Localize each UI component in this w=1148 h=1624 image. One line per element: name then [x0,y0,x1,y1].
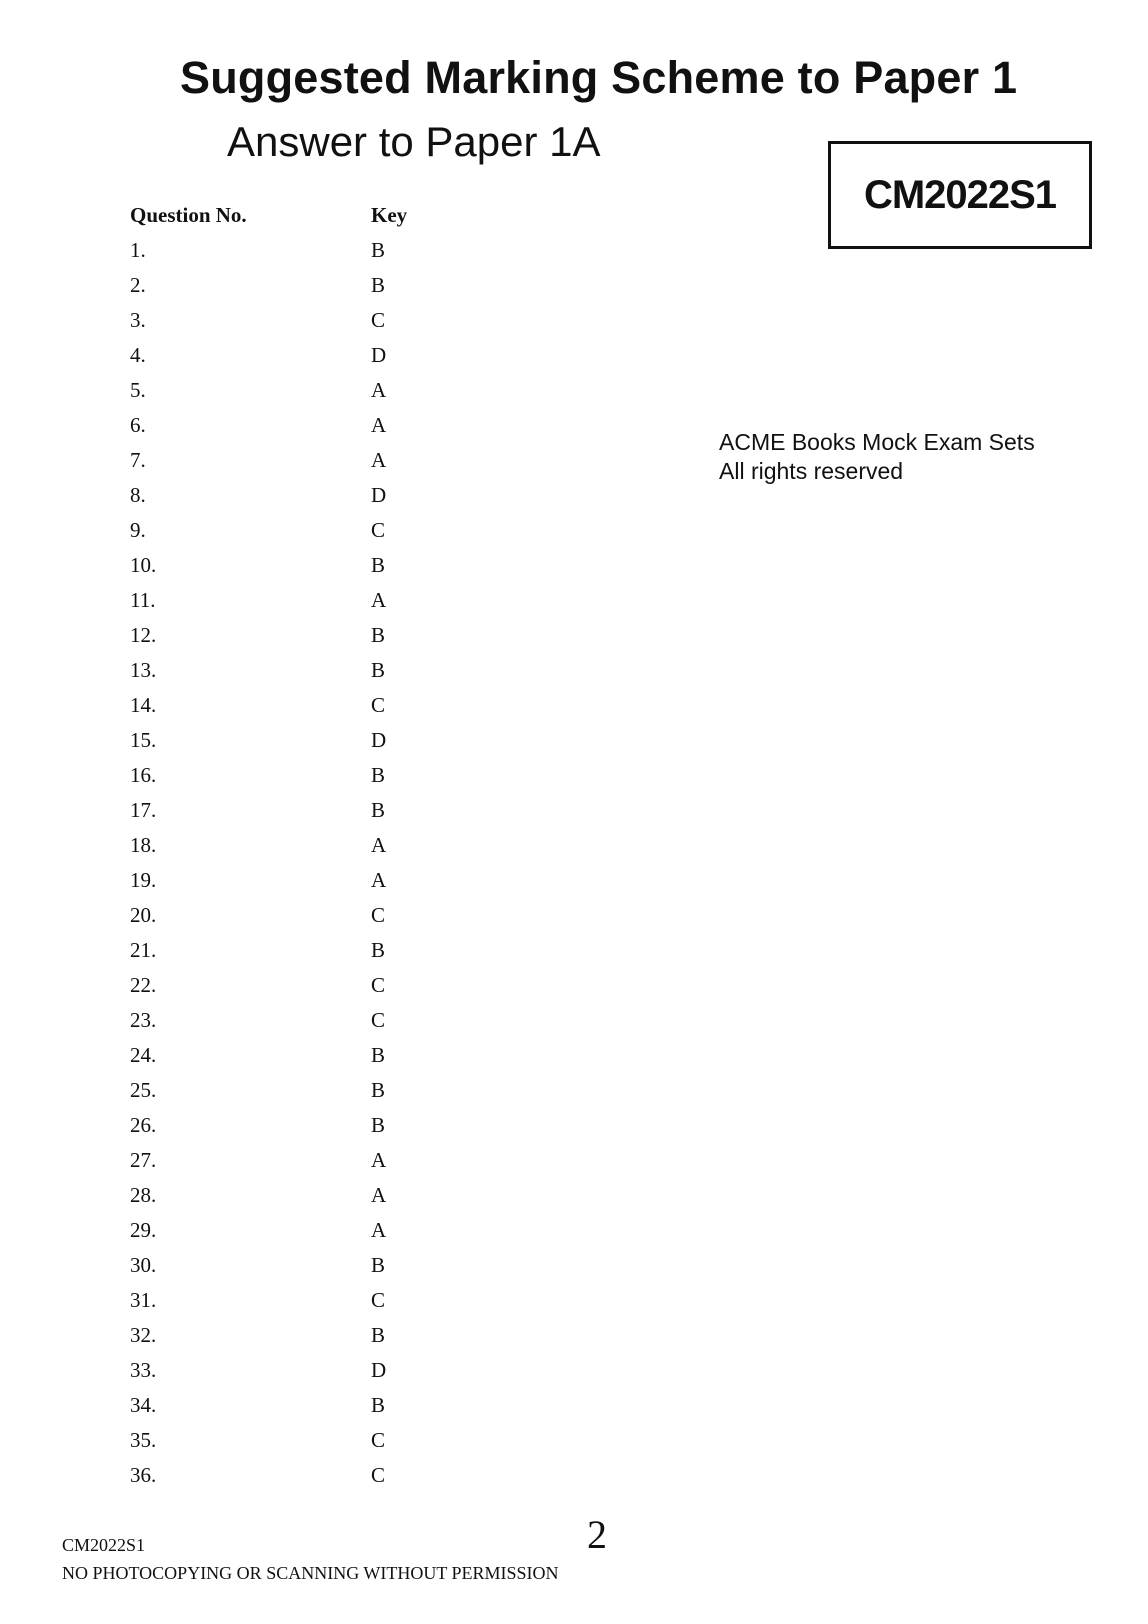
answer-key: C [371,1463,386,1487]
question-number: 33. [130,1358,157,1382]
column-header-question: Question No. [130,203,247,227]
question-number: 30. [130,1253,157,1277]
table-row [130,653,451,688]
question-number: 36. [130,1463,157,1487]
answer-key: A [371,868,387,892]
table-row [130,1353,451,1388]
table-row [130,1388,451,1423]
question-number: 15. [130,728,157,752]
answer-key: C [371,973,386,997]
copyright-line-publisher: ACME Books Mock Exam Sets [719,429,1035,455]
question-number: 13. [130,658,157,682]
answer-key: A [371,413,387,437]
answer-key: A [371,588,387,612]
table-row [130,933,451,968]
table-row [130,408,451,443]
question-number: 27. [130,1148,157,1172]
table-row [130,1143,451,1178]
question-number: 5. [130,378,146,402]
answer-key: B [371,1113,386,1137]
question-number: 20. [130,903,157,927]
table-row [130,1108,451,1143]
table-row [130,793,451,828]
question-number: 26. [130,1113,157,1137]
question-number: 2. [130,273,146,297]
table-row [130,233,451,268]
question-number: 32. [130,1323,157,1347]
answer-key: B [371,763,386,787]
answer-key: C [371,903,386,927]
question-number: 25. [130,1078,157,1102]
answer-key: C [371,693,386,717]
answer-key: B [371,798,386,822]
table-row [130,443,451,478]
table-row [130,688,451,723]
answer-key: B [371,238,386,262]
table-row [130,373,451,408]
table-row [130,828,451,863]
answer-key: C [371,1428,386,1452]
table-row [130,1213,451,1248]
answer-key: B [371,938,386,962]
answer-key: A [371,448,387,472]
table-row [130,723,451,758]
table-row [130,1283,451,1318]
answer-key: B [371,1078,386,1102]
answer-key: C [371,1288,386,1312]
answer-key: B [371,1043,386,1067]
table-row [130,898,451,933]
table-row [130,583,451,618]
question-number: 17. [130,798,157,822]
answer-key: B [371,623,386,647]
table-row [130,513,451,548]
column-header-key: Key [371,203,408,227]
answer-key: B [371,658,386,682]
table-row [130,1318,451,1353]
answer-key: B [371,1393,386,1417]
answer-key: C [371,1008,386,1032]
table-row [130,548,451,583]
page-title: Suggested Marking Scheme to Paper 1 [180,52,1018,103]
table-row [130,303,451,338]
table-row [130,1003,451,1038]
answer-key: C [371,308,386,332]
question-number: 14. [130,693,157,717]
question-number: 10. [130,553,157,577]
table-row [130,618,451,653]
question-number: 6. [130,413,146,437]
answer-key: B [371,273,386,297]
table-row [130,338,451,373]
question-number: 19. [130,868,157,892]
question-number: 1. [130,238,146,262]
answer-key: A [371,1148,387,1172]
answer-key: A [371,378,387,402]
copyright-line-rights: All rights reserved [719,458,904,484]
question-number: 21. [130,938,157,962]
table-row [130,1423,451,1458]
question-number: 16. [130,763,157,787]
question-number: 7. [130,448,146,472]
answer-key: B [371,553,386,577]
table-row [130,1458,451,1493]
answer-key: D [371,1358,387,1382]
question-number: 28. [130,1183,157,1207]
question-number: 24. [130,1043,157,1067]
answer-key-table [130,198,451,1493]
answer-key: B [371,1253,386,1277]
table-row [130,968,451,1003]
page-subtitle: Answer to Paper 1A [227,118,601,165]
table-row [130,1178,451,1213]
table-row [130,268,451,303]
answer-key: D [371,483,387,507]
question-number: 23. [130,1008,157,1032]
footer-paper-code: CM2022S1 [62,1535,146,1555]
table-row [130,1248,451,1283]
copyright-notice [719,428,1035,486]
paper-code-box: CM2022S1 [828,141,1092,249]
question-number: 9. [130,518,146,542]
table-row [130,1073,451,1108]
answer-key: D [371,343,387,367]
footer-permission-notice: NO PHOTOCOPYING OR SCANNING WITHOUT PERMISSION [62,1563,559,1583]
table-header-row [130,198,451,233]
answer-key: B [371,1323,386,1347]
question-number: 35. [130,1428,157,1452]
answer-key: A [371,1218,387,1242]
answer-key: C [371,518,386,542]
question-number: 29. [130,1218,157,1242]
table-row [130,1038,451,1073]
table-row [130,478,451,513]
question-number: 18. [130,833,157,857]
answer-key: A [371,1183,387,1207]
question-number: 31. [130,1288,157,1312]
answer-rows [130,233,451,1493]
question-number: 22. [130,973,157,997]
table-row [130,758,451,793]
answer-key: A [371,833,387,857]
question-number: 34. [130,1393,157,1417]
question-number: 11. [130,588,156,612]
question-number: 4. [130,343,146,367]
question-number: 3. [130,308,146,332]
question-number: 8. [130,483,146,507]
page-number: 2 [587,1512,607,1557]
answer-key: D [371,728,387,752]
table-row [130,863,451,898]
question-number: 12. [130,623,157,647]
